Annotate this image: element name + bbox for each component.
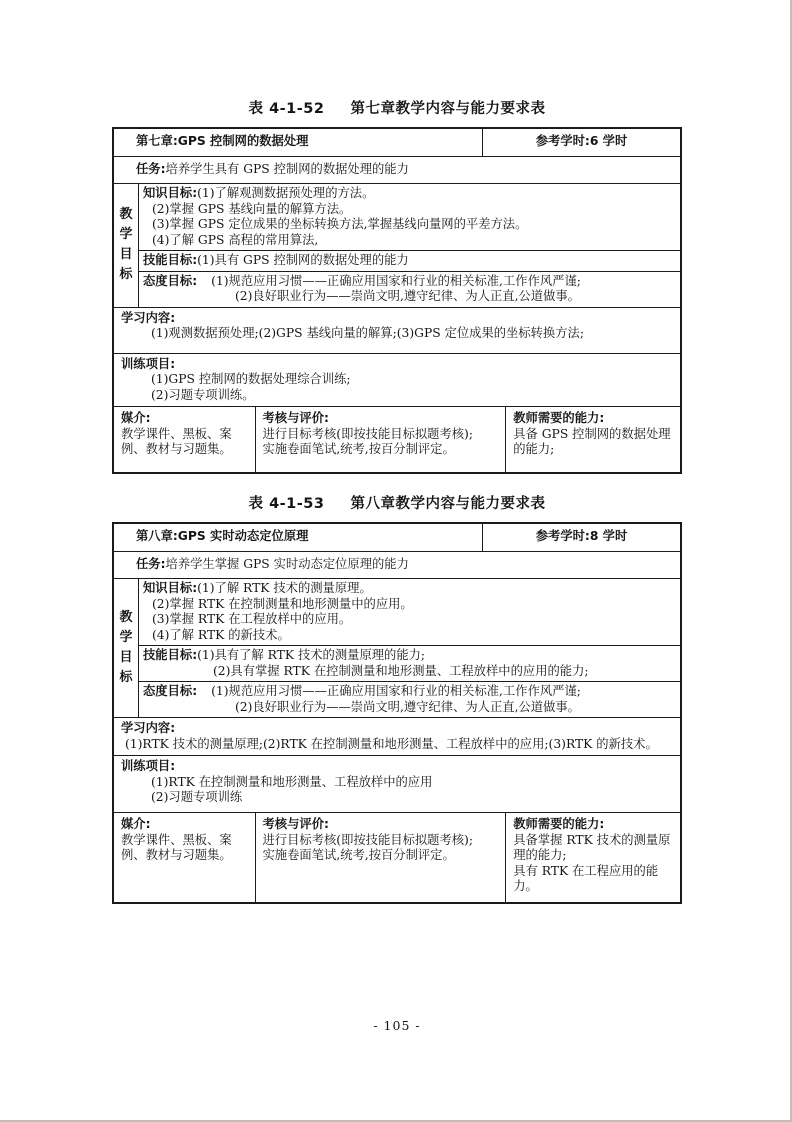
teacher-label: 教师需要的能力:: [513, 817, 605, 831]
table1-requirements: [112, 127, 682, 474]
table2-caption: [112, 495, 682, 513]
media-cell: [114, 813, 256, 902]
caption-number: 表 4-1-53: [248, 496, 325, 512]
training-label: 训练项目:: [121, 356, 176, 371]
training-item: (2)习题专项训练。: [151, 387, 255, 402]
table1-caption: [112, 100, 682, 118]
task-text: 培养学生具有 GPS 控制网的数据处理的能力: [165, 162, 409, 176]
attitude-line: 态度目标: (1)规范应用习惯——正确应用国家和行业的相关标准,工作作风严谨;: [143, 273, 581, 288]
learning-label: 学习内容:: [121, 721, 176, 735]
learning-text: (1)观测数据预处理;(2)GPS 基线向量的解算;(3)GPS 定位成果的坐标转换方法;: [151, 326, 584, 340]
goal-char: 教: [119, 207, 133, 223]
goal-stack: [139, 184, 680, 307]
knowledge-line: (2)掌握 RTK 在控制测量和地形测量中的应用。: [152, 596, 413, 611]
skill-line: (2)具有掌握 RTK 在控制测量和地形测量、工程放样中的应用的能力;: [213, 663, 589, 678]
table2-requirements: [112, 522, 682, 904]
goal-stack: [139, 579, 680, 717]
assessment-line: 实施卷面笔试,统考,按百分制评定。: [262, 848, 455, 862]
teacher-ability-cell: [506, 813, 680, 902]
learning-content-row: [114, 717, 680, 755]
media-cell: [114, 407, 256, 472]
goal-char: 标: [119, 670, 133, 685]
assessment-line: 实施卷面笔试,统考,按百分制评定。: [262, 442, 455, 456]
hours-text: 参考学时:8 学时: [535, 529, 628, 543]
attitude-line: (2)良好职业行为——崇尚文明,遵守纪律、为人正直,公道做事。: [235, 699, 580, 714]
knowledge-goal-cell: [139, 579, 680, 645]
goal-char: 学: [119, 630, 133, 645]
caption-title: 第七章教学内容与能力要求表: [350, 101, 546, 117]
knowledge-line: 知识目标:(1)了解 RTK 技术的测量原理。: [143, 581, 372, 595]
hours-text: 参考学时:6 学时: [535, 134, 628, 148]
goal-column: [114, 184, 139, 307]
task-label: 任务:: [136, 162, 166, 176]
hours-cell: [483, 524, 680, 551]
goal-char: 目: [119, 650, 133, 665]
goal-char: 标: [119, 267, 133, 283]
knowledge-line: (3)掌握 RTK 在工程放样中的应用。: [152, 612, 352, 626]
assessment-label: 考核与评价:: [262, 411, 329, 425]
table1-header-row: [114, 129, 680, 156]
skill-line: 技能目标:(1)具有了解 RTK 技术的测量原理的能力;: [143, 648, 426, 662]
media-label: 媒介:: [121, 411, 151, 425]
media-label: 媒介:: [121, 817, 151, 831]
skill-goal-cell: [139, 250, 680, 271]
skill-goal-cell: [139, 645, 680, 681]
attitude-goal-cell: [139, 681, 680, 717]
skill-label: 技能目标:: [143, 648, 198, 662]
skill-label: 技能目标:: [143, 253, 198, 267]
teacher-line: 具备掌握 RTK 技术的测量原理的能力;: [513, 832, 671, 862]
training-row: [114, 755, 680, 812]
learning-label: 学习内容:: [121, 310, 176, 325]
knowledge-line: (4)了解 GPS 高程的常用算法,: [152, 232, 319, 247]
knowledge-line: (2)掌握 GPS 基线向量的解算方法。: [152, 201, 352, 216]
skill-line: 技能目标:(1)具有 GPS 控制网的数据处理的能力: [143, 253, 409, 267]
knowledge-label: 知识目标:: [143, 581, 198, 595]
media-text: 教学课件、黑板、案例、教材与习题集。: [121, 832, 232, 862]
task-row: [114, 551, 680, 578]
training-label: 训练项目:: [121, 759, 176, 773]
goal-char: 学: [119, 227, 133, 243]
assessment-cell: [256, 407, 507, 472]
teacher-ability-cell: [506, 407, 680, 472]
page-number: - 105 -: [373, 1018, 421, 1033]
attitude-line: (2)良好职业行为——崇尚文明,遵守纪律、为人正直,公道做事。: [235, 289, 580, 303]
task-label: 任务:: [136, 557, 166, 571]
learning-text: (1)RTK 技术的测量原理;(2)RTK 在控制测量和地形测量、工程放样中的应用;(3)RTK 的新技术。: [125, 736, 658, 751]
task-text: 培养学生掌握 GPS 实时动态定位原理的能力: [165, 557, 409, 571]
chapter-cell: [114, 129, 483, 156]
assessment-line: 进行目标考核(即按技能目标拟题考核);: [262, 426, 473, 441]
attitude-label: 态度目标:: [143, 273, 198, 288]
teacher-label: 教师需要的能力:: [513, 411, 605, 425]
training-item: (1)GPS 控制网的数据处理综合训练;: [151, 372, 351, 386]
knowledge-line: (4)了解 RTK 的新技术。: [152, 627, 290, 642]
training-item: (1)RTK 在控制测量和地形测量、工程放样中的应用: [151, 774, 433, 789]
teaching-goals-row: [114, 183, 680, 307]
resources-row: [114, 812, 680, 902]
resources-row: [114, 406, 680, 472]
knowledge-line: (3)掌握 GPS 定位成果的坐标转换方法,掌握基线向量网的平差方法。: [152, 217, 528, 231]
knowledge-goal-cell: [139, 184, 680, 250]
chapter-title: 第七章:GPS 控制网的数据处理: [136, 134, 309, 148]
page-content: [112, 0, 682, 1033]
training-item: (2)习题专项训练: [151, 790, 243, 804]
attitude-label: 态度目标:: [143, 684, 198, 698]
assessment-line: 进行目标考核(即按技能目标拟题考核);: [262, 832, 473, 847]
teacher-line: 具有 RTK 在工程应用的能力。: [513, 863, 659, 893]
attitude-line: 态度目标: (1)规范应用习惯——正确应用国家和行业的相关标准,工作作风严谨;: [143, 684, 581, 698]
teacher-line: 具备 GPS 控制网的数据处理的能力;: [513, 426, 671, 456]
goal-column: [114, 579, 139, 717]
assessment-cell: [256, 813, 507, 902]
hours-cell: [483, 129, 680, 156]
knowledge-line: 知识目标:(1)了解观测数据预处理的方法。: [143, 186, 375, 200]
goal-char: 教: [119, 610, 133, 625]
caption-number: 表 4-1-52: [248, 101, 325, 117]
training-row: [114, 353, 680, 407]
chapter-cell: [114, 524, 483, 551]
task-row: [114, 156, 680, 183]
chapter-title: 第八章:GPS 实时动态定位原理: [136, 529, 309, 543]
learning-content-row: [114, 307, 680, 353]
media-text: 教学课件、黑板、案例、教材与习题集。: [121, 426, 232, 456]
table2-header-row: [114, 524, 680, 551]
assessment-label: 考核与评价:: [262, 817, 329, 831]
goal-char: 目: [119, 247, 133, 263]
attitude-goal-cell: [139, 271, 680, 307]
caption-title: 第八章教学内容与能力要求表: [350, 496, 546, 512]
knowledge-label: 知识目标:: [143, 186, 198, 200]
teaching-goals-row: [114, 578, 680, 717]
